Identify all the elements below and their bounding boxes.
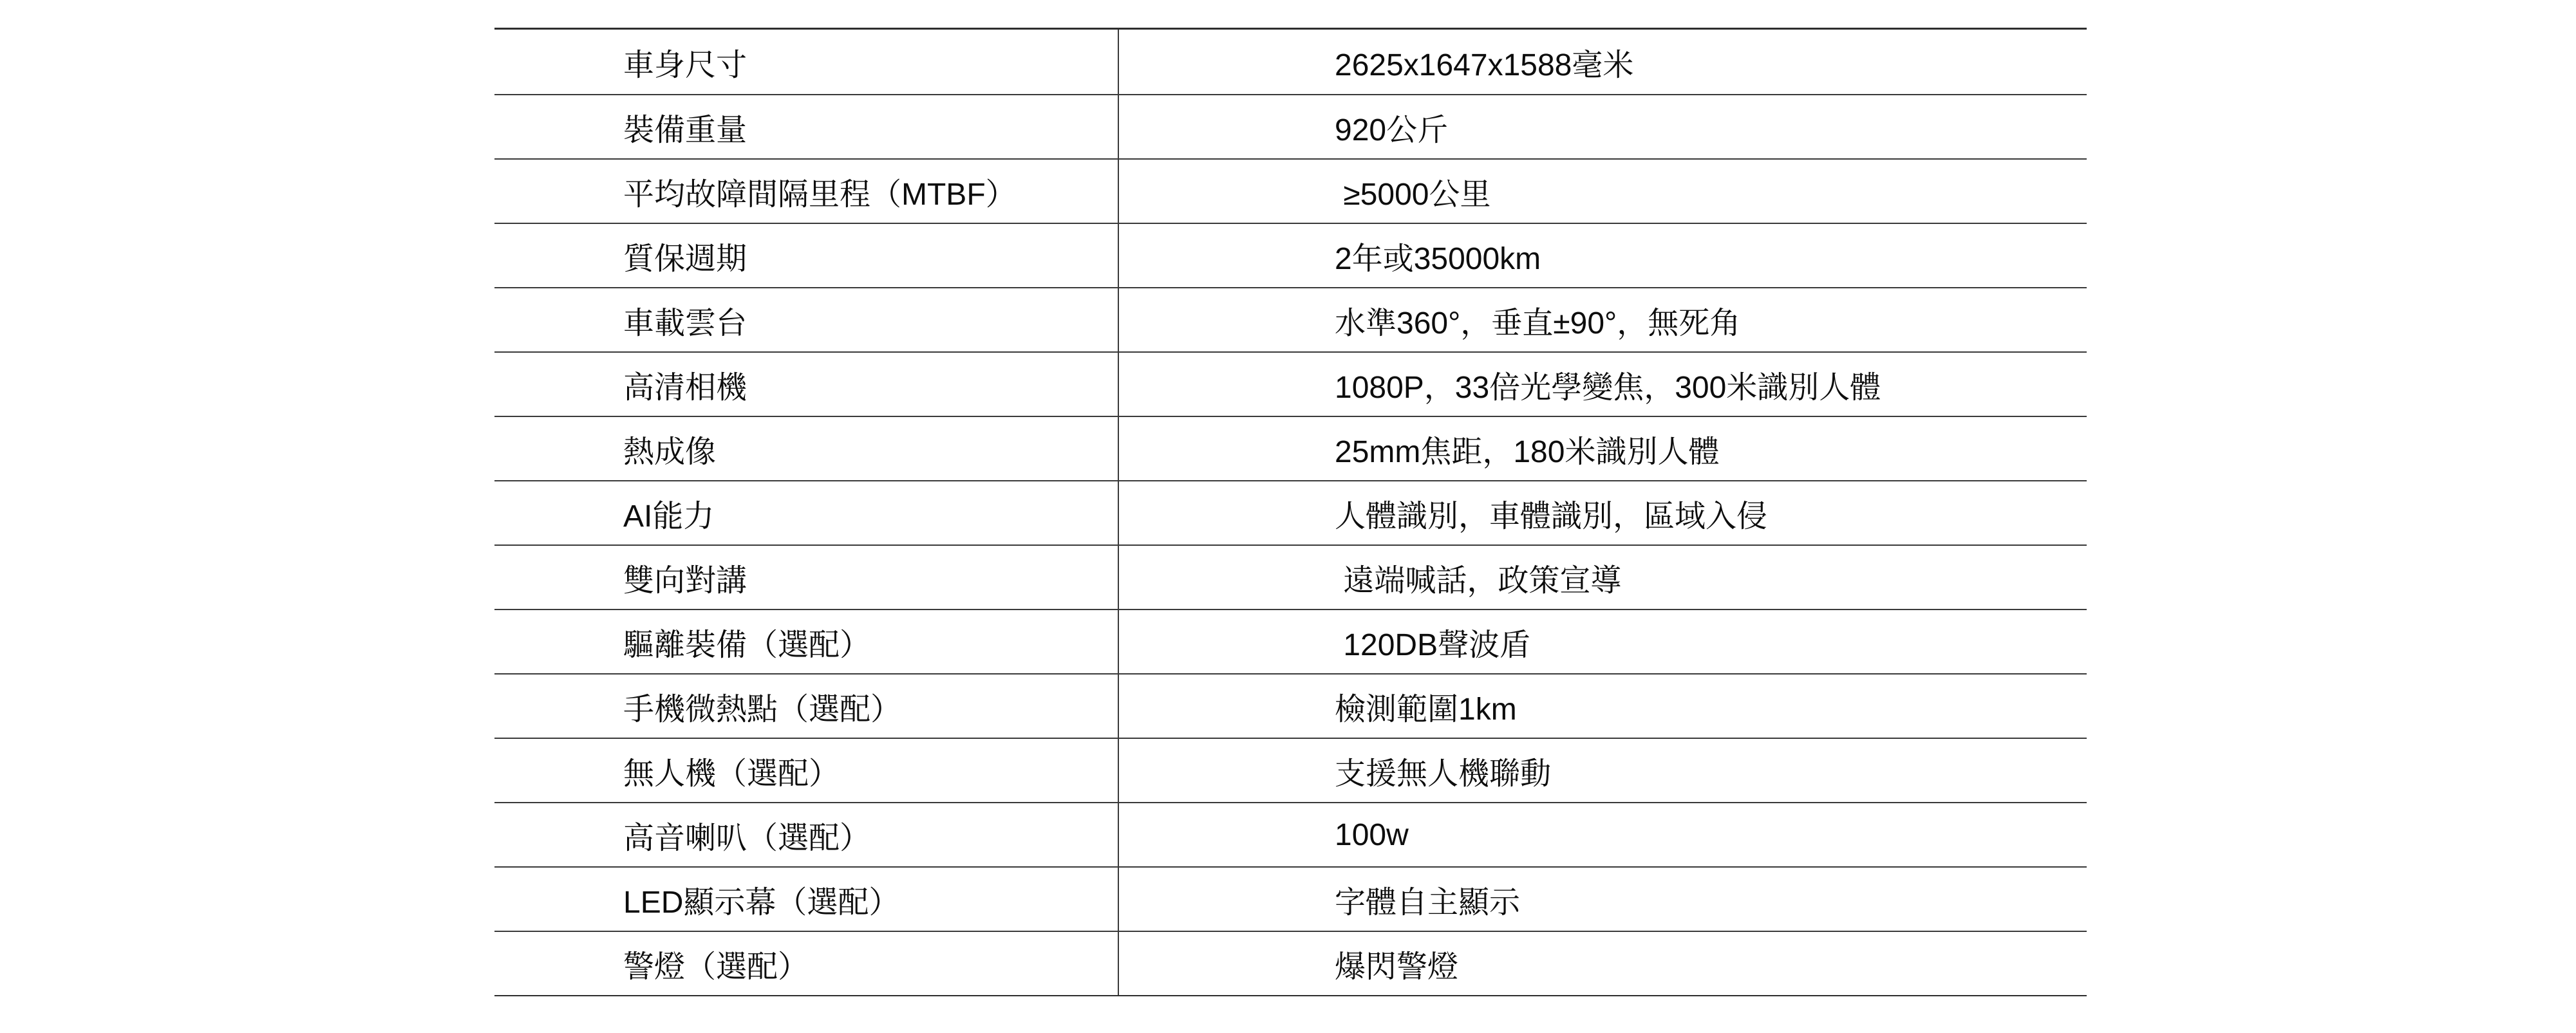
table-row — [494, 158, 2087, 223]
table-row — [494, 866, 2087, 931]
table-row — [494, 738, 2087, 802]
spec-label: 平均故障間隔里程（MTBF） — [494, 160, 1119, 223]
spec-value: 支援無人機聯動 — [1335, 756, 1552, 791]
spec-label: 車身尺寸 — [494, 30, 1119, 94]
table-row — [494, 802, 2087, 866]
spec-value: 遠端喊話，政策宣導 — [1335, 563, 1622, 598]
spec-value: 25mm焦距，180米識別人體 — [1335, 434, 1720, 469]
spec-label: LED顯示幕（選配） — [494, 868, 1119, 931]
spec-value: 920公斤 — [1335, 113, 1449, 147]
table-row — [494, 673, 2087, 738]
table-row — [494, 287, 2087, 351]
spec-label: 熱成像 — [494, 417, 1119, 480]
spec-value: 檢測範圍1km — [1335, 692, 1517, 727]
spec-value: 2625x1647x1588毫米 — [1335, 48, 1634, 82]
spec-value: 1080P，33倍光學變焦，300米識別人體 — [1335, 370, 1881, 405]
spec-value: 爆閃警燈 — [1335, 949, 1459, 984]
spec-label: 裝備重量 — [494, 95, 1119, 158]
table-row — [494, 351, 2087, 416]
spec-table — [494, 28, 2087, 996]
spec-label: 車載雲台 — [494, 288, 1119, 351]
spec-label: 高清相機 — [494, 353, 1119, 416]
spec-value: 2年或35000km — [1335, 241, 1541, 276]
spec-value: 100w — [1335, 817, 1409, 852]
spec-label: AI能力 — [494, 481, 1119, 544]
table-row — [494, 94, 2087, 158]
table-row — [494, 931, 2087, 995]
table-row — [494, 544, 2087, 609]
spec-label: 雙向對講 — [494, 546, 1119, 609]
spec-value: 120DB聲波盾 — [1335, 628, 1531, 662]
table-row — [494, 609, 2087, 673]
table-row — [494, 30, 2087, 94]
spec-label: 驅離裝備（選配） — [494, 610, 1119, 673]
spec-value: 人體識別，車體識別，區域入侵 — [1335, 499, 1768, 534]
spec-label: 無人機（選配） — [494, 739, 1119, 802]
spec-label: 警燈（選配） — [494, 932, 1119, 995]
table-row — [494, 480, 2087, 544]
table-row — [494, 416, 2087, 480]
spec-value: ≥5000公里 — [1335, 177, 1491, 212]
spec-label: 質保週期 — [494, 224, 1119, 287]
spec-label: 手機微熱點（選配） — [494, 675, 1119, 738]
spec-value: 水準360°，垂直±90°，無死角 — [1335, 306, 1741, 340]
table-row — [494, 223, 2087, 287]
spec-value: 字體自主顯示 — [1335, 885, 1521, 920]
spec-label: 高音喇叭（選配） — [494, 803, 1119, 866]
